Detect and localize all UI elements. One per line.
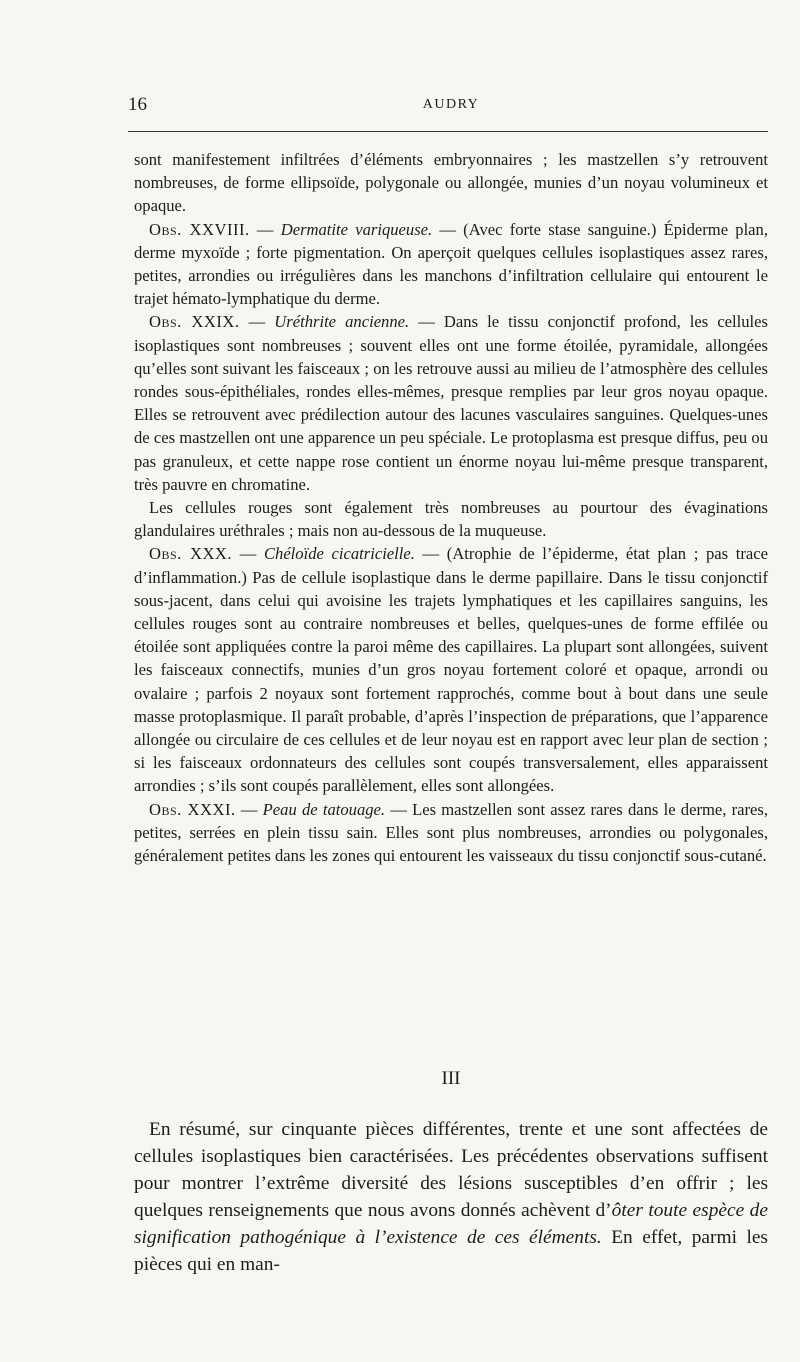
obs-label: Obs. XXIX. bbox=[149, 312, 240, 332]
paragraph: sont manifestement infiltrées d’éléments embryonnaires ; les mastzellen s’y retrouvent nombreuses, de forme ellipsoïde, polygonale ou allongée, munies d’un noyau volumineux et opaque. bbox=[134, 150, 768, 216]
paragraph: Les cellules rouges sont également très nombreuses au pourtour des évaginations glandulaires uréthrales ; mais non au-dessous de la muqueuse. bbox=[134, 498, 768, 541]
observation-29: Obs. XXIX. — Uréthrite ancienne. — Dans le tissu conjonctif profond, les cellules isoplastiques sont nombreuses ; souvent elles ont une forme étoilée, pyramidale, allongées qu’elles sont suivant les faisceaux ; on les retrouve aussi au milieu de l’atmosphère des cellules rondes sous-épithéliales, rondes elles-mêmes, presque remplies par leur gros noyau opaque. Elles se retrouvent avec prédilection autour des lacunes vasculaires sanguines. Quelques-unes de ces mastzellen ont une apparence un peu spéciale. Le protoplasma est presque diffus, peu ou pas granuleux, et cette nappe rose contient un énorme noyau lui-même presque transparent, très pauvre en chromatine. bbox=[134, 312, 768, 494]
observation-30: Obs. XXX. — Chéloïde cicatricielle. — (Atrophie de l’épiderme, état plan ; pas trace d’inflammation.) Pas de cellule isoplastique dans le derme papillaire. Dans le tissu conjonctif sous-jacent, dans celui qui avoisine les trajets lymphatiques et les capillaires sanguins, les cellules rouges sont au contraire nombreuses et belles, quelques-unes de forme effilée ou étoilée sont appliquées contre la paroi même des capillaires. La plupart sont allongées, suivent les faisceaux connectifs, munies d’un gros noyau fortement coloré et opaque, arrondi ou ovalaire ; parfois 2 noyaux sont fortement rapprochés, comme bout à bout dans une seule masse protoplasmique. Il paraît probable, d’après l’inspection de préparations, que l’apparence allongée ou circulaire de ces cellules et de leur noyau est en rapport avec leur plan de section ; si les faisceaux ordonnateurs des cellules sont coupés transversalement, elles apparaissent arrondies ; s’ils sont coupés parallèlement, elles sont allongées. bbox=[134, 544, 768, 796]
paragraph: En résumé, sur cinquante pièces différentes, trente et une sont affectées de cellules isoplastiques bien caractérisées. Les précédentes observations suffisent pour montrer l’extrême diversité des lésions susceptibles d’en offrir ; les quelques renseignements que nous avons donnés achèvent d’ôter toute espèce de signification pathogénique à l’existence de ces éléments. En effet, parmi les pièces qui en man- bbox=[134, 1119, 768, 1275]
running-title: AUDRY bbox=[422, 97, 480, 112]
page-number: 16 bbox=[128, 94, 147, 115]
obs-label: Obs. XXX. bbox=[149, 544, 233, 564]
obs-label: Obs. XXXI. bbox=[149, 799, 236, 819]
header-rule bbox=[128, 131, 768, 132]
obs-label: Obs. XXVIII. bbox=[149, 219, 250, 239]
section-heading: III bbox=[441, 1068, 461, 1089]
obs-title: Dermatite variqueuse. bbox=[280, 219, 433, 239]
page-header bbox=[128, 88, 768, 118]
obs-title: Peau de tatouage. bbox=[262, 799, 386, 819]
obs-title: Chéloïde cicatricielle. bbox=[263, 544, 415, 564]
observation-31: Obs. XXXI. — Peau de tatouage. — Les mastzellen sont assez rares dans le derme, rares, petites, serrées en plein tissu sain. Elles sont plus nombreuses, arrondies ou polygonales, généralement petites dans les zones qui entourent les vaisseaux du tissu conjonctif sous-cutané. bbox=[134, 799, 768, 866]
body-text bbox=[134, 148, 768, 867]
emphasis: ôter toute espèce de signification pathogénique à l’existence de ces éléments. bbox=[134, 1200, 768, 1248]
summary-text bbox=[134, 1116, 768, 1278]
obs-title: Uréthrite ancienne. bbox=[274, 312, 410, 332]
observation-28: Obs. XXVIII. — Dermatite variqueuse. — (Avec forte stase sanguine.) Épiderme plan, derme myxoïde ; forte pigmentation. On aperçoit quelques cellules isoplastiques assez rares, petites, arrondies ou irrégulières dans les manchons d’infiltration cellulaire qui entourent le trajet hémato-lymphatique du derme. bbox=[134, 219, 768, 309]
